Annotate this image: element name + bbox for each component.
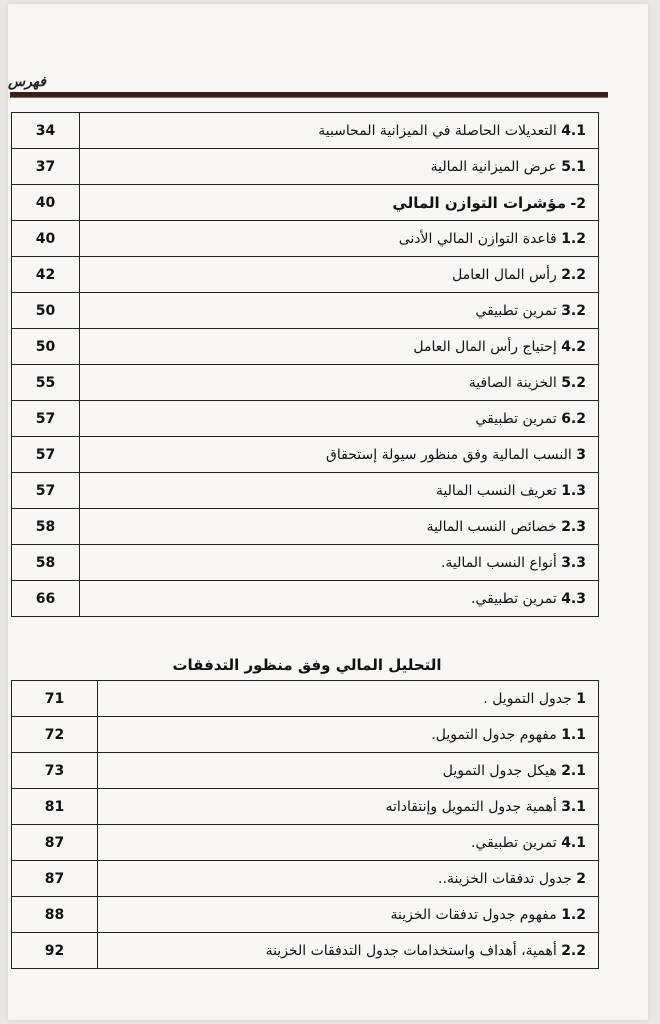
toc-entry-number: 1 [576, 690, 586, 707]
toc-entry-title: هيكل جدول التمويل [442, 762, 557, 779]
toc-entry [80, 509, 599, 545]
toc-entry-title: خصائص النسب المالية [426, 518, 557, 535]
toc-row [12, 933, 599, 969]
toc-entry-number: 5.2 [561, 374, 586, 391]
toc-row [12, 293, 599, 329]
toc-entry-title: الخزينة الصافية [468, 374, 557, 391]
toc-table-part2 [11, 680, 599, 969]
toc-entry-title: النسب المالية وفق منظور سيولة إستحقاق [326, 446, 572, 463]
toc-entry-title: أنواع النسب المالية. [440, 554, 557, 571]
toc-entry-number: 1.2 [561, 906, 586, 923]
toc-page-number: 55 [12, 365, 80, 401]
toc-entry [98, 717, 599, 753]
toc-row [12, 717, 599, 753]
toc-entry [80, 221, 599, 257]
toc-entry [80, 149, 599, 185]
toc-entry-number: 1.2 [561, 230, 586, 247]
toc-entry-title: رأس المال العامل [452, 266, 557, 283]
toc-entry-title: تمرين تطبيقي [475, 302, 557, 319]
toc-page-number: 34 [12, 113, 80, 149]
toc-page-number: 58 [12, 545, 80, 581]
toc-row [12, 329, 599, 365]
toc-entry [80, 401, 599, 437]
toc-entry-number: 3.3 [561, 554, 586, 571]
toc-entry-number: 1.3 [561, 482, 586, 499]
toc-entry [80, 113, 599, 149]
toc-entry [98, 933, 599, 969]
document-page [8, 4, 648, 1020]
toc-entry-title: قاعدة التوازن المالي الأدنى [398, 230, 557, 247]
toc-entry [80, 185, 599, 221]
toc-row [12, 221, 599, 257]
toc-entry-number: 2 [576, 870, 586, 887]
toc-page-number: 57 [12, 401, 80, 437]
toc-row [12, 365, 599, 401]
toc-entry [80, 437, 599, 473]
toc-entry-number: 2- [570, 195, 586, 212]
toc-entry-number: 1.1 [561, 726, 586, 743]
toc-row [12, 861, 599, 897]
toc-page-number: 88 [12, 897, 98, 933]
toc-entry-title: مفهوم جدول تدفقات الخزينة [390, 906, 557, 923]
toc-row [12, 509, 599, 545]
toc-entry-title: مفهوم جدول التمويل. [431, 726, 557, 743]
toc-entry-title: جدول التمويل . [483, 690, 572, 707]
toc-row [12, 113, 599, 149]
toc-entry-number: 2.1 [561, 762, 586, 779]
toc-row [12, 825, 599, 861]
toc-page-number: 40 [12, 221, 80, 257]
toc-entry-number: 3 [576, 446, 586, 463]
toc-entry-number: 4.1 [561, 122, 586, 139]
toc-row [12, 753, 599, 789]
toc-page-number: 40 [12, 185, 80, 221]
toc-page-number: 58 [12, 509, 80, 545]
toc-entry-title: تمرين تطبيقي. [470, 834, 557, 851]
toc-entry [80, 293, 599, 329]
toc-entry-number: 5.1 [561, 158, 586, 175]
toc-entry-number: 4.1 [561, 834, 586, 851]
toc-entry [80, 257, 599, 293]
toc-row [12, 149, 599, 185]
toc-entry-number: 3.2 [561, 302, 586, 319]
toc-row [12, 681, 599, 717]
toc-entry-title: جدول تدفقات الخزينة.. [438, 870, 572, 887]
toc-entry [98, 789, 599, 825]
toc-entry-number: 4.3 [561, 590, 586, 607]
toc-page-number: 87 [12, 825, 98, 861]
toc-row [12, 257, 599, 293]
toc-entry [80, 545, 599, 581]
toc-entry-title: تمرين تطبيقي [475, 410, 557, 427]
toc-entry-title: أهمية جدول التمويل وإنتقاداته [385, 798, 557, 815]
toc-entry-title: عرض الميزانية المالية [430, 158, 557, 175]
toc-page-number: 57 [12, 473, 80, 509]
toc-entry [98, 825, 599, 861]
toc-entry [98, 681, 599, 717]
toc-entry-number: 2.2 [561, 266, 586, 283]
toc-entry [98, 861, 599, 897]
header-rule [10, 92, 608, 98]
toc-page-number: 92 [12, 933, 98, 969]
toc-row [12, 437, 599, 473]
toc-entry-title: مؤشرات التوازن المالي [392, 193, 566, 212]
toc-page-number: 81 [12, 789, 98, 825]
toc-row [12, 185, 599, 221]
toc-page-number: 71 [12, 681, 98, 717]
toc-entry [98, 753, 599, 789]
toc-entry-number: 3.1 [561, 798, 586, 815]
section-heading: التحلیل المالي وفق منظور التدفقات [172, 656, 442, 674]
toc-entry [80, 473, 599, 509]
toc-entry [80, 365, 599, 401]
toc-entry [80, 329, 599, 365]
toc-table-part1 [11, 112, 599, 617]
toc-entry [98, 897, 599, 933]
toc-row [12, 897, 599, 933]
toc-entry-title: تمرين تطبيقي. [470, 590, 557, 607]
toc-page-number: 37 [12, 149, 80, 185]
toc-row [12, 581, 599, 617]
toc-entry-number: 4.2 [561, 338, 586, 355]
page-header-title: فهرس [8, 74, 46, 90]
toc-entry-number: 2.2 [561, 942, 586, 959]
toc-row [12, 401, 599, 437]
toc-page-number: 72 [12, 717, 98, 753]
toc-page-number: 66 [12, 581, 80, 617]
toc-page-number: 50 [12, 293, 80, 329]
toc-entry [80, 581, 599, 617]
toc-page-number: 87 [12, 861, 98, 897]
toc-entry-title: أهمية، أهداف واستخدامات جدول التدفقات الخزينة [265, 942, 557, 959]
toc-entry-title: التعديلات الحاصلة في الميزانية المحاسبية [318, 122, 557, 139]
toc-page-number: 57 [12, 437, 80, 473]
toc-entry-number: 6.2 [561, 410, 586, 427]
toc-row [12, 545, 599, 581]
toc-entry-title: تعريف النسب المالية [435, 482, 557, 499]
toc-entry-number: 2.3 [561, 518, 586, 535]
toc-row [12, 789, 599, 825]
toc-page-number: 73 [12, 753, 98, 789]
toc-row [12, 473, 599, 509]
toc-page-number: 42 [12, 257, 80, 293]
toc-page-number: 50 [12, 329, 80, 365]
toc-entry-title: إحتياج رأس المال العامل [413, 338, 557, 355]
